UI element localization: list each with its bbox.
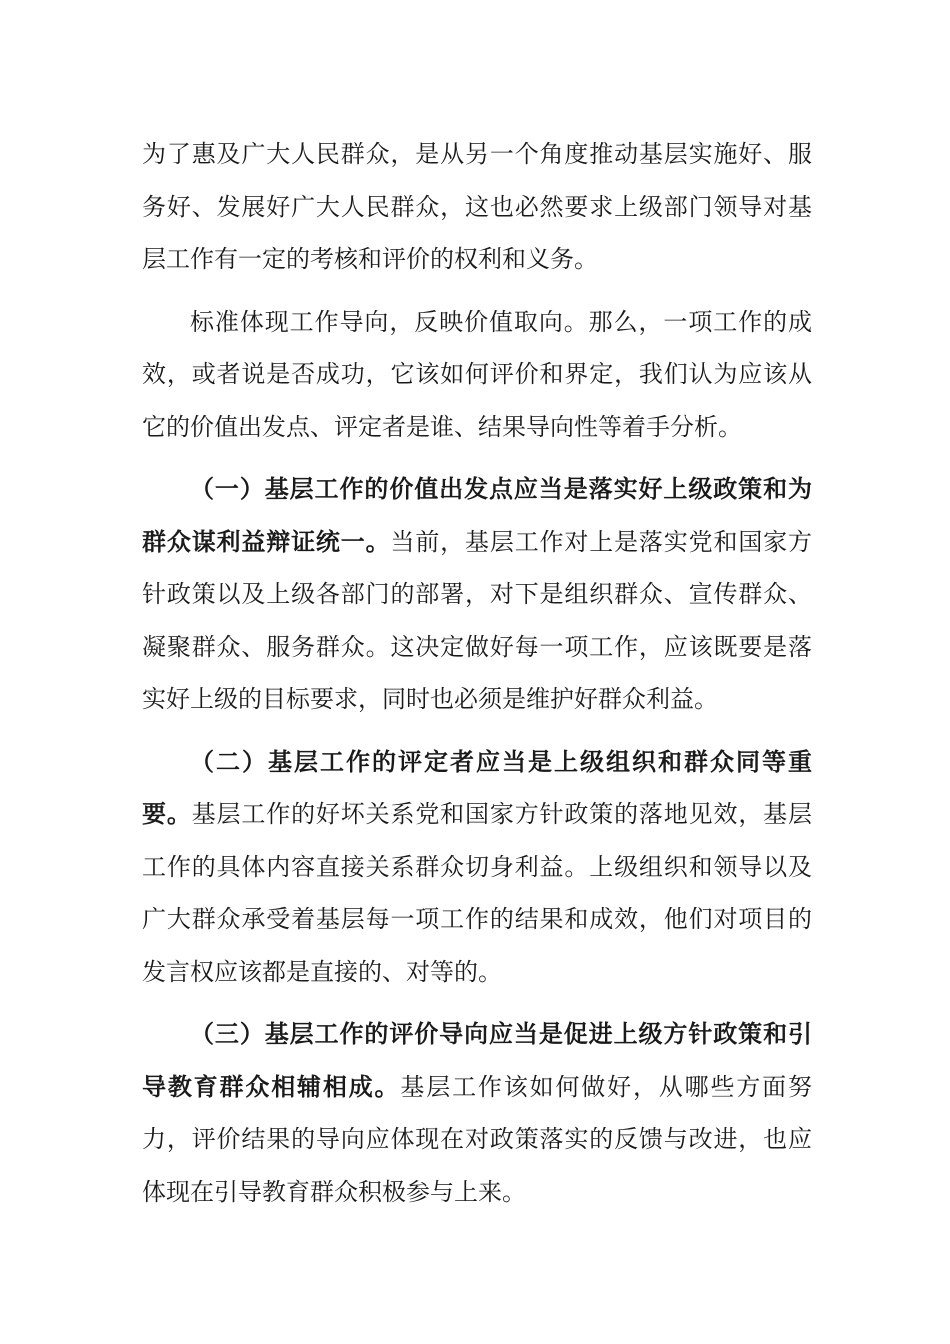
- section-1-heading: （一）基层工作的价值出发点应当是落实好上级政策和为群众谋利益辩证统一。: [142, 475, 812, 556]
- section-2-paragraph: [142, 736, 812, 999]
- paragraph-1: [142, 128, 812, 286]
- section-1-paragraph: [142, 463, 812, 726]
- section-2-heading: （二）基层工作的评定者应当是上级组织和群众同等重要。: [142, 747, 812, 828]
- section-2-text: 基层工作的好坏关系党和国家方针政策的落地见效，基层工作的具体内容直接关系群众切身利益。上级组织和领导以及广大群众承受着基层每一项工作的结果和成效，他们对项目的发言权应该都是直接的、对等的。: [142, 800, 813, 986]
- section-3-paragraph: [142, 1008, 812, 1218]
- paragraph-2-text: 标准体现工作导向，反映价值取向。那么，一项工作的成效，或者说是否成功，它该如何评价和界定，我们认为应该从它的价值出发点、评定者是谁、结果导向性等着手分析。: [142, 307, 812, 441]
- paragraph-1-text: 为了惠及广大人民群众，是从另一个角度推动基层实施好、服务好、发展好广大人民群众，这也必然要求上级部门领导对基层工作有一定的考核和评价的权利和义务。: [142, 140, 812, 273]
- document-body: [142, 128, 812, 1228]
- section-3-heading: （三）基层工作的评价导向应当是促进上级方针政策和引导教育群众相辅相成。: [142, 1020, 812, 1101]
- section-1-text: 当前，基层工作对上是落实党和国家方针政策以及上级各部门的部署，对下是组织群众、宣传群众、凝聚群众、服务群众。这决定做好每一项工作，应该既要是落实好上级的目标要求，同时也必须是维护好群众利益。: [142, 527, 813, 713]
- paragraph-2: [142, 296, 812, 454]
- section-3-text: 基层工作该如何做好，从哪些方面努力，评价结果的导向应体现在对政策落实的反馈与改进，也应体现在引导教育群众积极参与上来。: [142, 1072, 813, 1206]
